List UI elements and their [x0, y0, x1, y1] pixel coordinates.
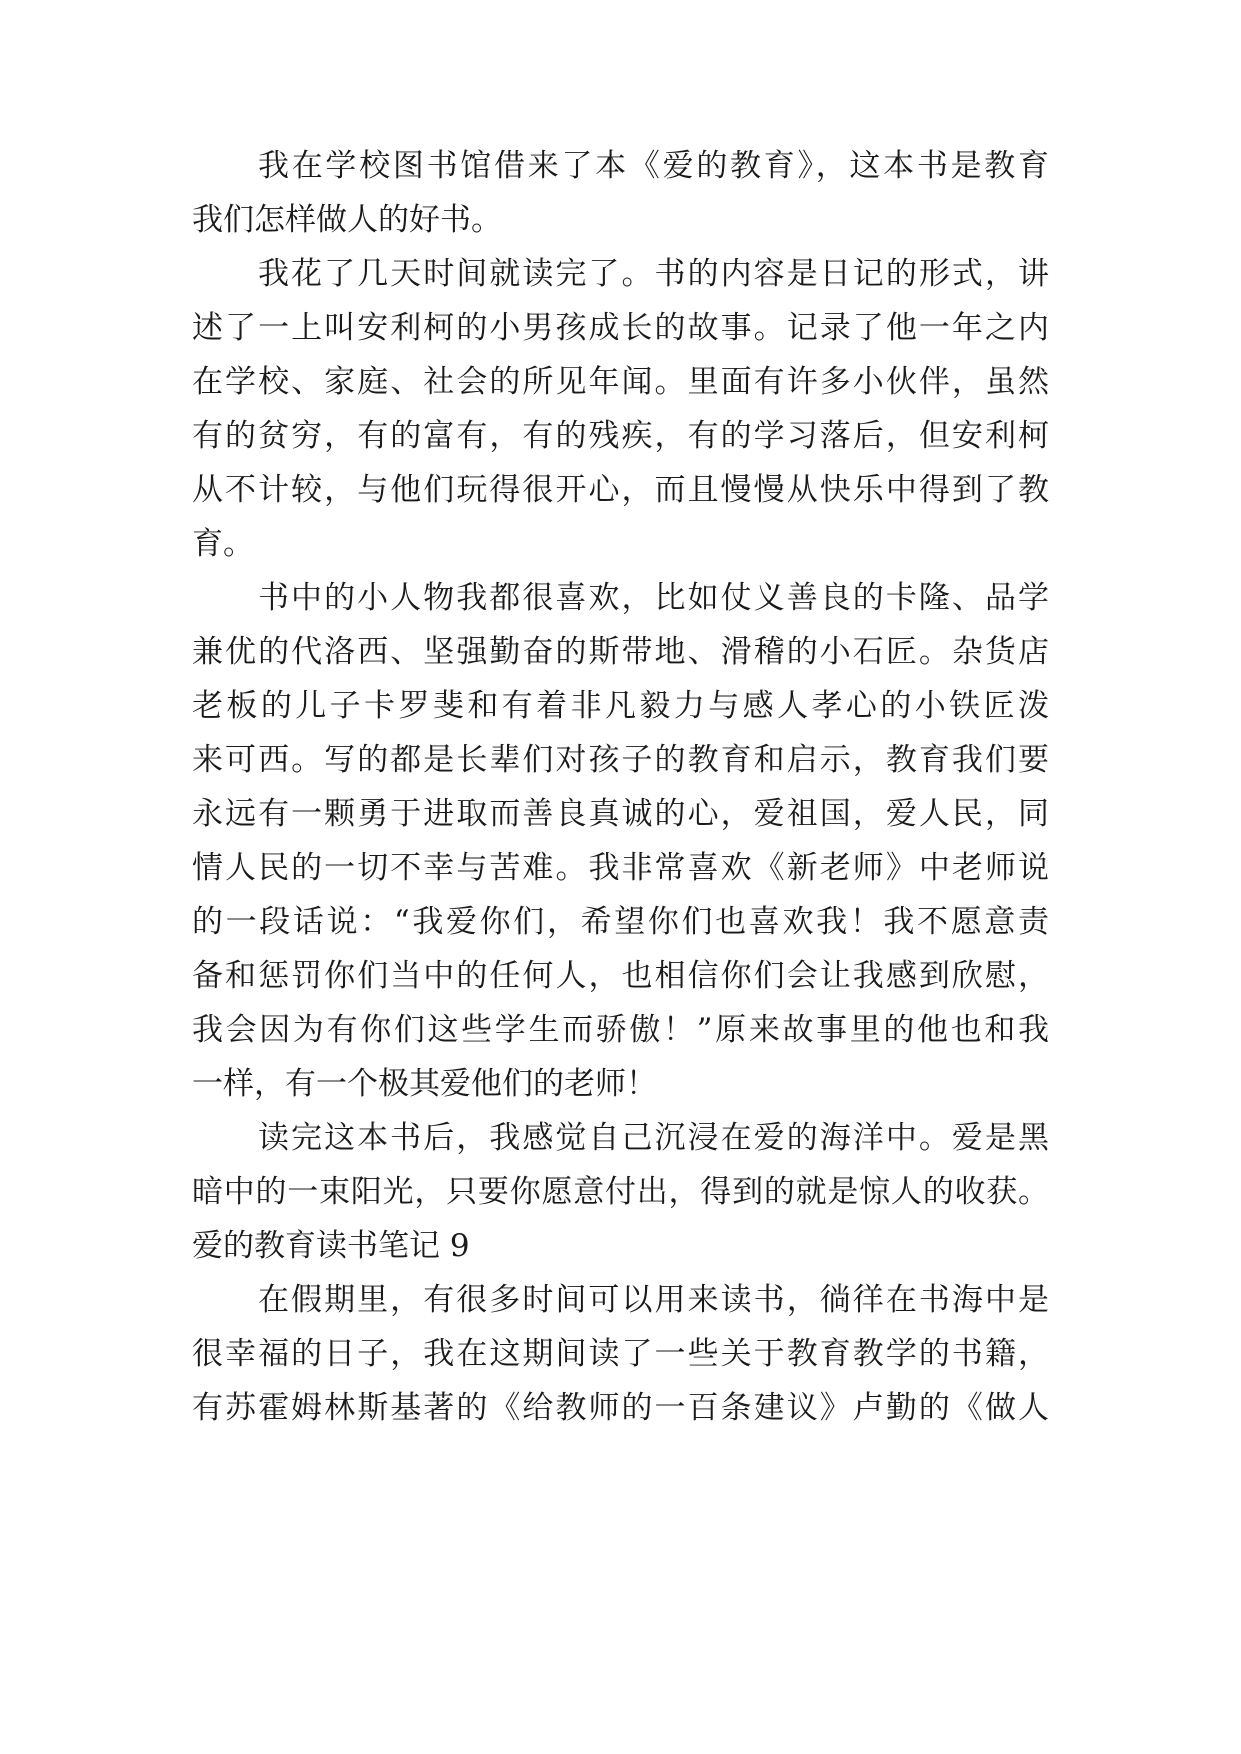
text-line: 老板的儿子卡罗斐和有着非凡毅力与感人孝心的小铁匠泼: [192, 688, 1049, 724]
text-line: 有苏霍姆林斯基著的《给教师的一百条建议》卢勤的《做人: [192, 1390, 1049, 1426]
text-line: 一样，有一个极其爱他们的老师！: [192, 1066, 657, 1102]
text-line: 读完这本书后，我感觉自己沉浸在爱的海洋中。爱是黑: [258, 1120, 1049, 1156]
text-line: 兼优的代洛西、坚强勤奋的斯带地、滑稽的小石匠。杂货店: [192, 634, 1049, 670]
text-line: 从不计较，与他们玩得很开心，而且慢慢从快乐中得到了教: [192, 472, 1049, 508]
text-line: 我花了几天时间就读完了。书的内容是日记的形式，讲: [258, 256, 1049, 292]
text-line: 我会因为有你们这些学生而骄傲！”原来故事里的他也和我: [192, 1012, 1049, 1048]
text-line: 我们怎样做人的好书。: [192, 202, 502, 238]
section-heading: 爱的教育读书笔记 9: [192, 1228, 470, 1264]
text-line: 的一段话说：“我爱你们，希望你们也喜欢我！我不愿意责: [192, 904, 1049, 940]
text-line: 很幸福的日子，我在这期间读了一些关于教育教学的书籍，: [192, 1336, 1049, 1372]
text-line: 育。: [192, 526, 254, 562]
text-line: 暗中的一束阳光，只要你愿意付出，得到的就是惊人的收获。: [192, 1174, 1049, 1210]
text-line: 来可西。写的都是长辈们对孩子的教育和启示，教育我们要: [192, 742, 1049, 778]
text-line: 在假期里，有很多时间可以用来读书，徜徉在书海中是: [258, 1282, 1049, 1318]
text-line: 情人民的一切不幸与苦难。我非常喜欢《新老师》中老师说: [192, 850, 1049, 886]
text-line: 我在学校图书馆借来了本《爱的教育》，这本书是教育: [258, 148, 1049, 184]
text-line: 述了一上叫安利柯的小男孩成长的故事。记录了他一年之内: [192, 310, 1049, 346]
text-line: 书中的小人物我都很喜欢，比如仗义善良的卡隆、品学: [258, 580, 1049, 616]
text-line: 在学校、家庭、社会的所见年闻。里面有许多小伙伴，虽然: [192, 364, 1049, 400]
text-line: 永远有一颗勇于进取而善良真诚的心，爱祖国，爱人民，同: [192, 796, 1049, 832]
text-line: 备和惩罚你们当中的任何人，也相信你们会让我感到欣慰，: [192, 958, 1049, 994]
text-line: 有的贫穷，有的富有，有的残疾，有的学习落后，但安利柯: [192, 418, 1049, 454]
